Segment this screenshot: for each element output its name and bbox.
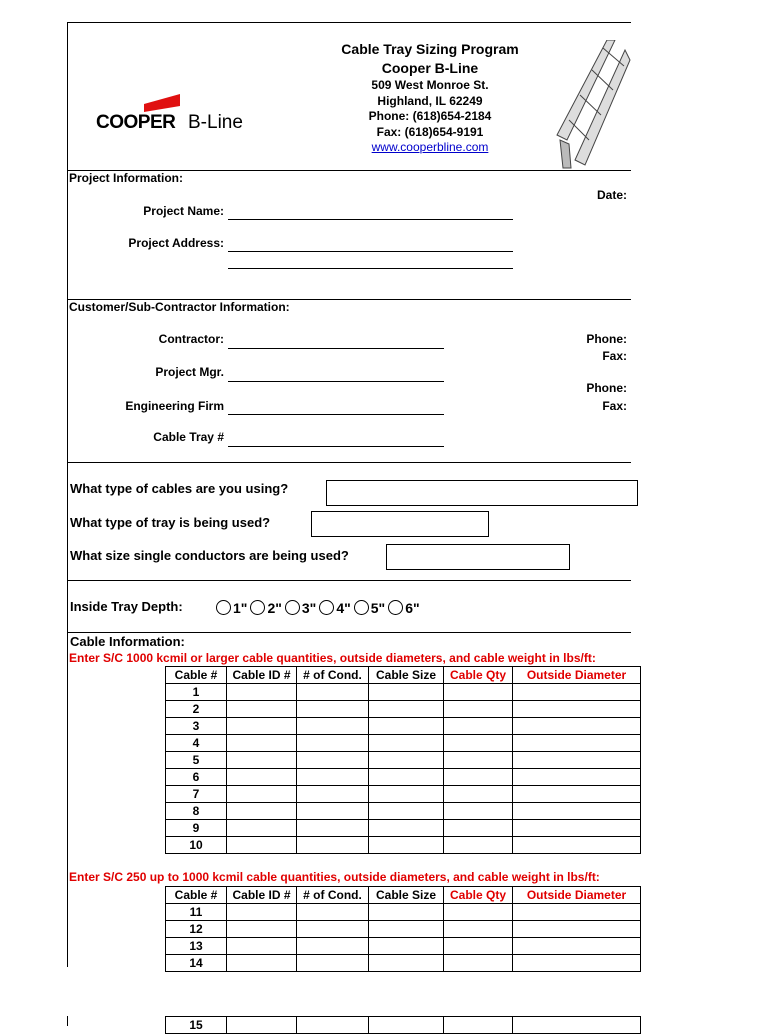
company-address-2: Highland, IL 62249 bbox=[377, 94, 483, 108]
cable-tray-image bbox=[555, 40, 631, 170]
header-cable-number: Cable # bbox=[166, 887, 227, 904]
cable-number-cell: 13 bbox=[166, 938, 227, 955]
date-label: Date: bbox=[597, 188, 628, 202]
cable-qty-cell[interactable] bbox=[444, 837, 513, 854]
table-row bbox=[166, 786, 641, 803]
depth-option-5[interactable]: 5" bbox=[354, 600, 385, 616]
header-cable-id: Cable ID # bbox=[227, 667, 297, 684]
cable-size-cell[interactable] bbox=[369, 735, 444, 752]
cable-id-cell[interactable] bbox=[227, 837, 297, 854]
cable-id-cell[interactable] bbox=[227, 1017, 297, 1034]
cable-id-cell[interactable] bbox=[227, 786, 297, 803]
cable-qty-cell[interactable] bbox=[444, 718, 513, 735]
num-cond-cell[interactable] bbox=[297, 752, 369, 769]
cable-qty-cell[interactable] bbox=[444, 735, 513, 752]
cable-id-cell[interactable] bbox=[227, 752, 297, 769]
instruction-large-cables: Enter S/C 1000 kcmil or larger cable quantities, outside diameters, and cable weight in lbs/ft: bbox=[69, 651, 596, 665]
outside-diameter-cell[interactable] bbox=[513, 1017, 641, 1034]
num-cond-cell[interactable] bbox=[297, 1017, 369, 1034]
cable-info-label: Cable Information: bbox=[70, 634, 185, 649]
cable-number-cell: 5 bbox=[166, 752, 227, 769]
cable-id-cell[interactable] bbox=[227, 938, 297, 955]
num-cond-cell[interactable] bbox=[297, 820, 369, 837]
divider-questions bbox=[67, 580, 631, 581]
contractor-field[interactable] bbox=[228, 348, 444, 349]
logo-bline: B-Line bbox=[188, 112, 243, 133]
num-cond-cell[interactable] bbox=[297, 735, 369, 752]
divider-customer bbox=[67, 462, 631, 463]
cable-qty-cell[interactable] bbox=[444, 1017, 513, 1034]
fax-label-2: Fax: bbox=[602, 399, 627, 413]
table-row bbox=[166, 1017, 641, 1034]
outside-diameter-cell[interactable] bbox=[513, 955, 641, 972]
header-outside-diameter: Outside Diameter bbox=[513, 667, 641, 684]
header-cable-id: Cable ID # bbox=[227, 887, 297, 904]
cable-qty-cell[interactable] bbox=[444, 684, 513, 701]
cable-size-cell[interactable] bbox=[369, 921, 444, 938]
table-row bbox=[166, 701, 641, 718]
project-mgr-label: Project Mgr. bbox=[155, 365, 224, 379]
num-cond-cell[interactable] bbox=[297, 684, 369, 701]
company-address-1: 509 West Monroe St. bbox=[371, 78, 489, 92]
cable-qty-cell[interactable] bbox=[444, 752, 513, 769]
project-address-label: Project Address: bbox=[128, 236, 224, 250]
cable-size-cell[interactable] bbox=[369, 837, 444, 854]
cable-qty-cell[interactable] bbox=[444, 904, 513, 921]
cable-size-cell[interactable] bbox=[369, 752, 444, 769]
cable-size-cell[interactable] bbox=[369, 718, 444, 735]
cable-size-cell[interactable] bbox=[369, 1017, 444, 1034]
cable-number-cell: 2 bbox=[166, 701, 227, 718]
cable-size-cell[interactable] bbox=[369, 786, 444, 803]
num-cond-cell[interactable] bbox=[297, 921, 369, 938]
cable-size-cell[interactable] bbox=[369, 904, 444, 921]
cable-number-cell: 6 bbox=[166, 769, 227, 786]
cable-id-cell[interactable] bbox=[227, 769, 297, 786]
outside-diameter-cell[interactable] bbox=[513, 786, 641, 803]
radio-icon[interactable] bbox=[354, 600, 369, 615]
outside-diameter-cell[interactable] bbox=[513, 904, 641, 921]
project-name-label: Project Name: bbox=[143, 204, 224, 218]
header-num-cond: # of Cond. bbox=[297, 667, 369, 684]
program-title: Cable Tray Sizing Program bbox=[341, 41, 519, 57]
radio-icon[interactable] bbox=[388, 600, 403, 615]
table-row bbox=[166, 921, 641, 938]
cable-type-question: What type of cables are you using? bbox=[70, 481, 289, 496]
cable-size-cell[interactable] bbox=[369, 684, 444, 701]
project-name-field[interactable] bbox=[228, 219, 513, 220]
cable-qty-cell[interactable] bbox=[444, 921, 513, 938]
table-row bbox=[166, 955, 641, 972]
company-fax: Fax: (618)654-9191 bbox=[376, 125, 484, 139]
cable-qty-cell[interactable] bbox=[444, 820, 513, 837]
cable-qty-cell[interactable] bbox=[444, 701, 513, 718]
cable-number-cell: 14 bbox=[166, 955, 227, 972]
logo-cooper: COOPER bbox=[96, 112, 176, 133]
num-cond-cell[interactable] bbox=[297, 955, 369, 972]
top-border bbox=[67, 22, 631, 23]
cable-id-cell[interactable] bbox=[227, 701, 297, 718]
header-outside-diameter: Outside Diameter bbox=[513, 887, 641, 904]
cable-id-cell[interactable] bbox=[227, 921, 297, 938]
engineering-firm-label: Engineering Firm bbox=[125, 399, 224, 413]
outside-diameter-cell[interactable] bbox=[513, 718, 641, 735]
divider-depth bbox=[67, 632, 631, 633]
cable-qty-cell[interactable] bbox=[444, 769, 513, 786]
num-cond-cell[interactable] bbox=[297, 837, 369, 854]
cable-number-cell: 4 bbox=[166, 735, 227, 752]
depth-option-4[interactable]: 4" bbox=[319, 600, 350, 616]
customer-section-label: Customer/Sub-Contractor Information: bbox=[69, 300, 290, 314]
cable-size-cell[interactable] bbox=[369, 701, 444, 718]
cable-size-cell[interactable] bbox=[369, 803, 444, 820]
header-cable-size: Cable Size bbox=[369, 667, 444, 684]
outside-diameter-cell[interactable] bbox=[513, 769, 641, 786]
cable-id-cell[interactable] bbox=[227, 803, 297, 820]
table-row bbox=[166, 684, 641, 701]
cable-size-cell[interactable] bbox=[369, 955, 444, 972]
cable-size-cell[interactable] bbox=[369, 820, 444, 837]
header-cable-qty: Cable Qty bbox=[444, 667, 513, 684]
left-border-continued bbox=[67, 1016, 68, 1026]
cable-size-cell[interactable] bbox=[369, 769, 444, 786]
cable-id-cell[interactable] bbox=[227, 904, 297, 921]
radio-icon[interactable] bbox=[216, 600, 231, 615]
cable-id-cell[interactable] bbox=[227, 684, 297, 701]
table-row bbox=[166, 752, 641, 769]
num-cond-cell[interactable] bbox=[297, 701, 369, 718]
contractor-label: Contractor: bbox=[158, 332, 224, 346]
outside-diameter-cell[interactable] bbox=[513, 938, 641, 955]
cable-number-cell: 7 bbox=[166, 786, 227, 803]
table-header-row bbox=[166, 667, 641, 684]
table-row bbox=[166, 769, 641, 786]
num-cond-cell[interactable] bbox=[297, 904, 369, 921]
radio-icon[interactable] bbox=[250, 600, 265, 615]
conductor-size-input[interactable] bbox=[386, 544, 570, 570]
cable-size-cell[interactable] bbox=[369, 938, 444, 955]
depth-option-2[interactable]: 2" bbox=[250, 600, 281, 616]
project-section-label: Project Information: bbox=[69, 171, 184, 185]
table-row bbox=[166, 904, 641, 921]
depth-option-3[interactable]: 3" bbox=[285, 600, 316, 616]
cable-id-cell[interactable] bbox=[227, 955, 297, 972]
radio-icon[interactable] bbox=[319, 600, 334, 615]
cable-number-cell: 10 bbox=[166, 837, 227, 854]
table-header-row bbox=[166, 887, 641, 904]
instruction-medium-cables: Enter S/C 250 up to 1000 kcmil cable quantities, outside diameters, and cable weight in lbs/ft: bbox=[69, 870, 600, 884]
project-address-field-2[interactable] bbox=[228, 268, 513, 269]
table-row bbox=[166, 718, 641, 735]
table-row bbox=[166, 820, 641, 837]
cable-number-cell: 8 bbox=[166, 803, 227, 820]
fax-label-1: Fax: bbox=[602, 349, 627, 363]
depth-option-1[interactable]: 1" bbox=[216, 600, 247, 616]
cable-number-cell: 3 bbox=[166, 718, 227, 735]
header-num-cond: # of Cond. bbox=[297, 887, 369, 904]
depth-option-6[interactable]: 6" bbox=[388, 600, 419, 616]
cable-table-continued bbox=[165, 1016, 641, 1034]
cable-type-input[interactable] bbox=[326, 480, 638, 506]
cable-number-cell: 9 bbox=[166, 820, 227, 837]
num-cond-cell[interactable] bbox=[297, 938, 369, 955]
cable-number-cell: 15 bbox=[166, 1017, 227, 1034]
table-row bbox=[166, 803, 641, 820]
cable-tray-number-field[interactable] bbox=[228, 446, 444, 447]
num-cond-cell[interactable] bbox=[297, 718, 369, 735]
cable-qty-cell[interactable] bbox=[444, 938, 513, 955]
header-cable-size: Cable Size bbox=[369, 887, 444, 904]
cable-tray-number-label: Cable Tray # bbox=[153, 430, 224, 444]
phone-label-2: Phone: bbox=[586, 381, 627, 395]
cable-qty-cell[interactable] bbox=[444, 786, 513, 803]
header-cable-number: Cable # bbox=[166, 667, 227, 684]
logo bbox=[96, 88, 266, 136]
cable-number-cell: 1 bbox=[166, 684, 227, 701]
num-cond-cell[interactable] bbox=[297, 769, 369, 786]
tray-type-input[interactable] bbox=[311, 511, 489, 537]
cable-id-cell[interactable] bbox=[227, 735, 297, 752]
outside-diameter-cell[interactable] bbox=[513, 701, 641, 718]
tray-type-question: What type of tray is being used? bbox=[70, 515, 271, 530]
cable-qty-cell[interactable] bbox=[444, 955, 513, 972]
company-name: Cooper B-Line bbox=[381, 60, 479, 76]
outside-diameter-cell[interactable] bbox=[513, 684, 641, 701]
cable-table-large bbox=[165, 666, 641, 854]
conductor-size-question: What size single conductors are being used? bbox=[70, 548, 349, 563]
outside-diameter-cell[interactable] bbox=[513, 837, 641, 854]
project-address-field-1[interactable] bbox=[228, 251, 513, 252]
table-row bbox=[166, 938, 641, 955]
phone-label-1: Phone: bbox=[586, 332, 627, 346]
tray-depth-label: Inside Tray Depth: bbox=[70, 599, 183, 614]
company-website-link[interactable]: www.cooperbline.com bbox=[371, 140, 489, 154]
cable-id-cell[interactable] bbox=[227, 820, 297, 837]
num-cond-cell[interactable] bbox=[297, 786, 369, 803]
cable-number-cell: 11 bbox=[166, 904, 227, 921]
table-row bbox=[166, 837, 641, 854]
left-border bbox=[67, 22, 68, 967]
cable-number-cell: 12 bbox=[166, 921, 227, 938]
outside-diameter-cell[interactable] bbox=[513, 803, 641, 820]
radio-icon[interactable] bbox=[285, 600, 300, 615]
outside-diameter-cell[interactable] bbox=[513, 921, 641, 938]
header-cable-qty: Cable Qty bbox=[444, 887, 513, 904]
company-phone: Phone: (618)654-2184 bbox=[368, 109, 492, 123]
engineering-firm-field[interactable] bbox=[228, 414, 444, 415]
logo-mark-icon bbox=[142, 88, 182, 114]
project-mgr-field[interactable] bbox=[228, 381, 444, 382]
cable-id-cell[interactable] bbox=[227, 718, 297, 735]
cable-table-medium bbox=[165, 886, 641, 972]
table-row bbox=[166, 735, 641, 752]
outside-diameter-cell[interactable] bbox=[513, 820, 641, 837]
outside-diameter-cell[interactable] bbox=[513, 752, 641, 769]
tray-depth-options bbox=[216, 600, 423, 616]
num-cond-cell[interactable] bbox=[297, 803, 369, 820]
cable-qty-cell[interactable] bbox=[444, 803, 513, 820]
outside-diameter-cell[interactable] bbox=[513, 735, 641, 752]
